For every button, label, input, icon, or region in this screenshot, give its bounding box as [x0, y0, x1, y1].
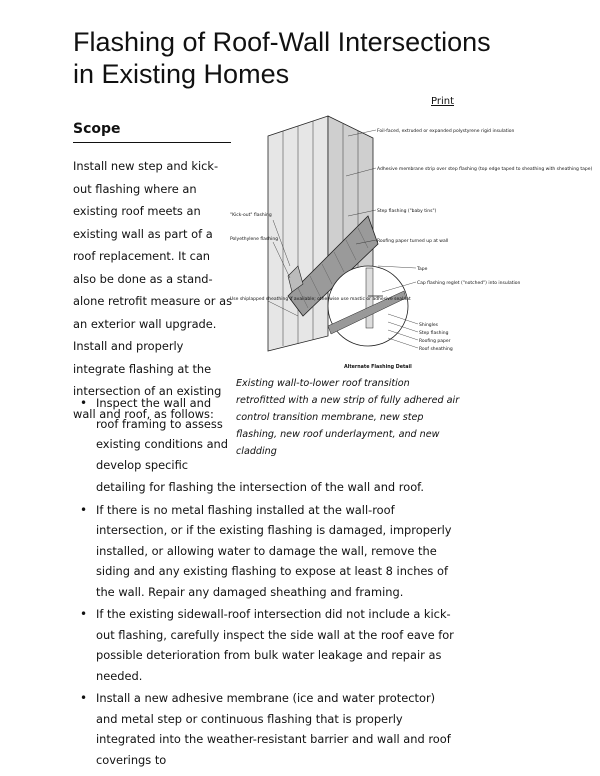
label-foil-faced: Foil-faced, extruded or expanded polystyrene rigid insulation — [377, 129, 515, 134]
bullet-2-text: If there is no metal flashing installed at the wall-roof intersection, or if the existing flashing is damaged, improperly installed, or allowing water to damage the wall, remove the siding and any existing flashing to expose at least 8 inches of the wall. Repair any damaged sheathing and framing. — [96, 502, 452, 599]
label-kick-out: "Kick-out" flashing — [230, 213, 272, 218]
label-roofing-paper: Roofing paper — [419, 339, 451, 344]
label-roof-sheathing: Roof sheathing — [419, 347, 453, 352]
list-item — [79, 604, 459, 686]
label-step-flashing: Step flashing — [419, 331, 449, 336]
label-polyethylene: Polyethylene flashing — [230, 237, 279, 242]
list-item — [79, 688, 459, 770]
label-shingles: Shingles — [419, 323, 439, 328]
bullet-3-text: If the existing sidewall-roof intersection did not include a kick-out flashing, carefully inspect the side wall at the roof eave for possible deterioration from bulk water leakage and repair as needed. — [96, 607, 454, 683]
label-adhesive-membrane: Adhesive membrane strip over step flashing (top edge taped to sheathing with sheathing tape) — [377, 167, 593, 172]
bullet-1-rest: detailing for flashing the intersection of the wall and roof. — [96, 480, 424, 494]
flashing-diagram — [228, 116, 593, 374]
label-step-flashing-baby-tins: Step flashing ("baby tins") — [377, 209, 437, 214]
list-item — [79, 393, 459, 498]
label-shiplapped: Use shiplapped sheathing if available; otherwise use mastic or adhesive sealant — [230, 297, 411, 302]
scope-bullet-list — [79, 393, 459, 770]
bullet-4-text: Install a new adhesive membrane (ice and water protector) and metal step or continuous flashing that is properly integrated into the weather-resistant barrier and wall and roof coverings to — [96, 691, 451, 767]
print-link[interactable]: Print — [431, 96, 455, 107]
page-title: Flashing of Roof-Wall Intersections in Existing Homes — [73, 27, 491, 89]
label-detail-title: Alternate Flashing Detail — [344, 365, 412, 370]
label-cap-flashing: Cap flashing reglet ("notched") into insulation — [417, 281, 521, 286]
scope-divider — [73, 142, 231, 143]
bullet-1-lead: • Inspect the wall and roof framing to assess existing conditions and develop specific — [96, 396, 228, 472]
label-tape: Tape — [417, 267, 428, 272]
scope-heading: Scope — [73, 121, 121, 137]
intro-paragraph: Install new step and kick-out flashing where an existing roof meets an existing wall as part of a roof replacement. It can also be done as a stand-alone retrofit measure or as an exterior wall upgrade. Install and properly integrate flashing at the intersection of an existing wall and roof, as follows: — [73, 159, 233, 421]
label-roofing-paper-turned: Roofing paper turned up at wall — [377, 239, 449, 244]
list-item — [79, 500, 459, 603]
figure-caption: Existing wall-to-lower roof transition retrofitted with a new strip of fully adhered air control transition membrane, new step flashing, new roof underlayment, and new cladding — [236, 378, 460, 457]
